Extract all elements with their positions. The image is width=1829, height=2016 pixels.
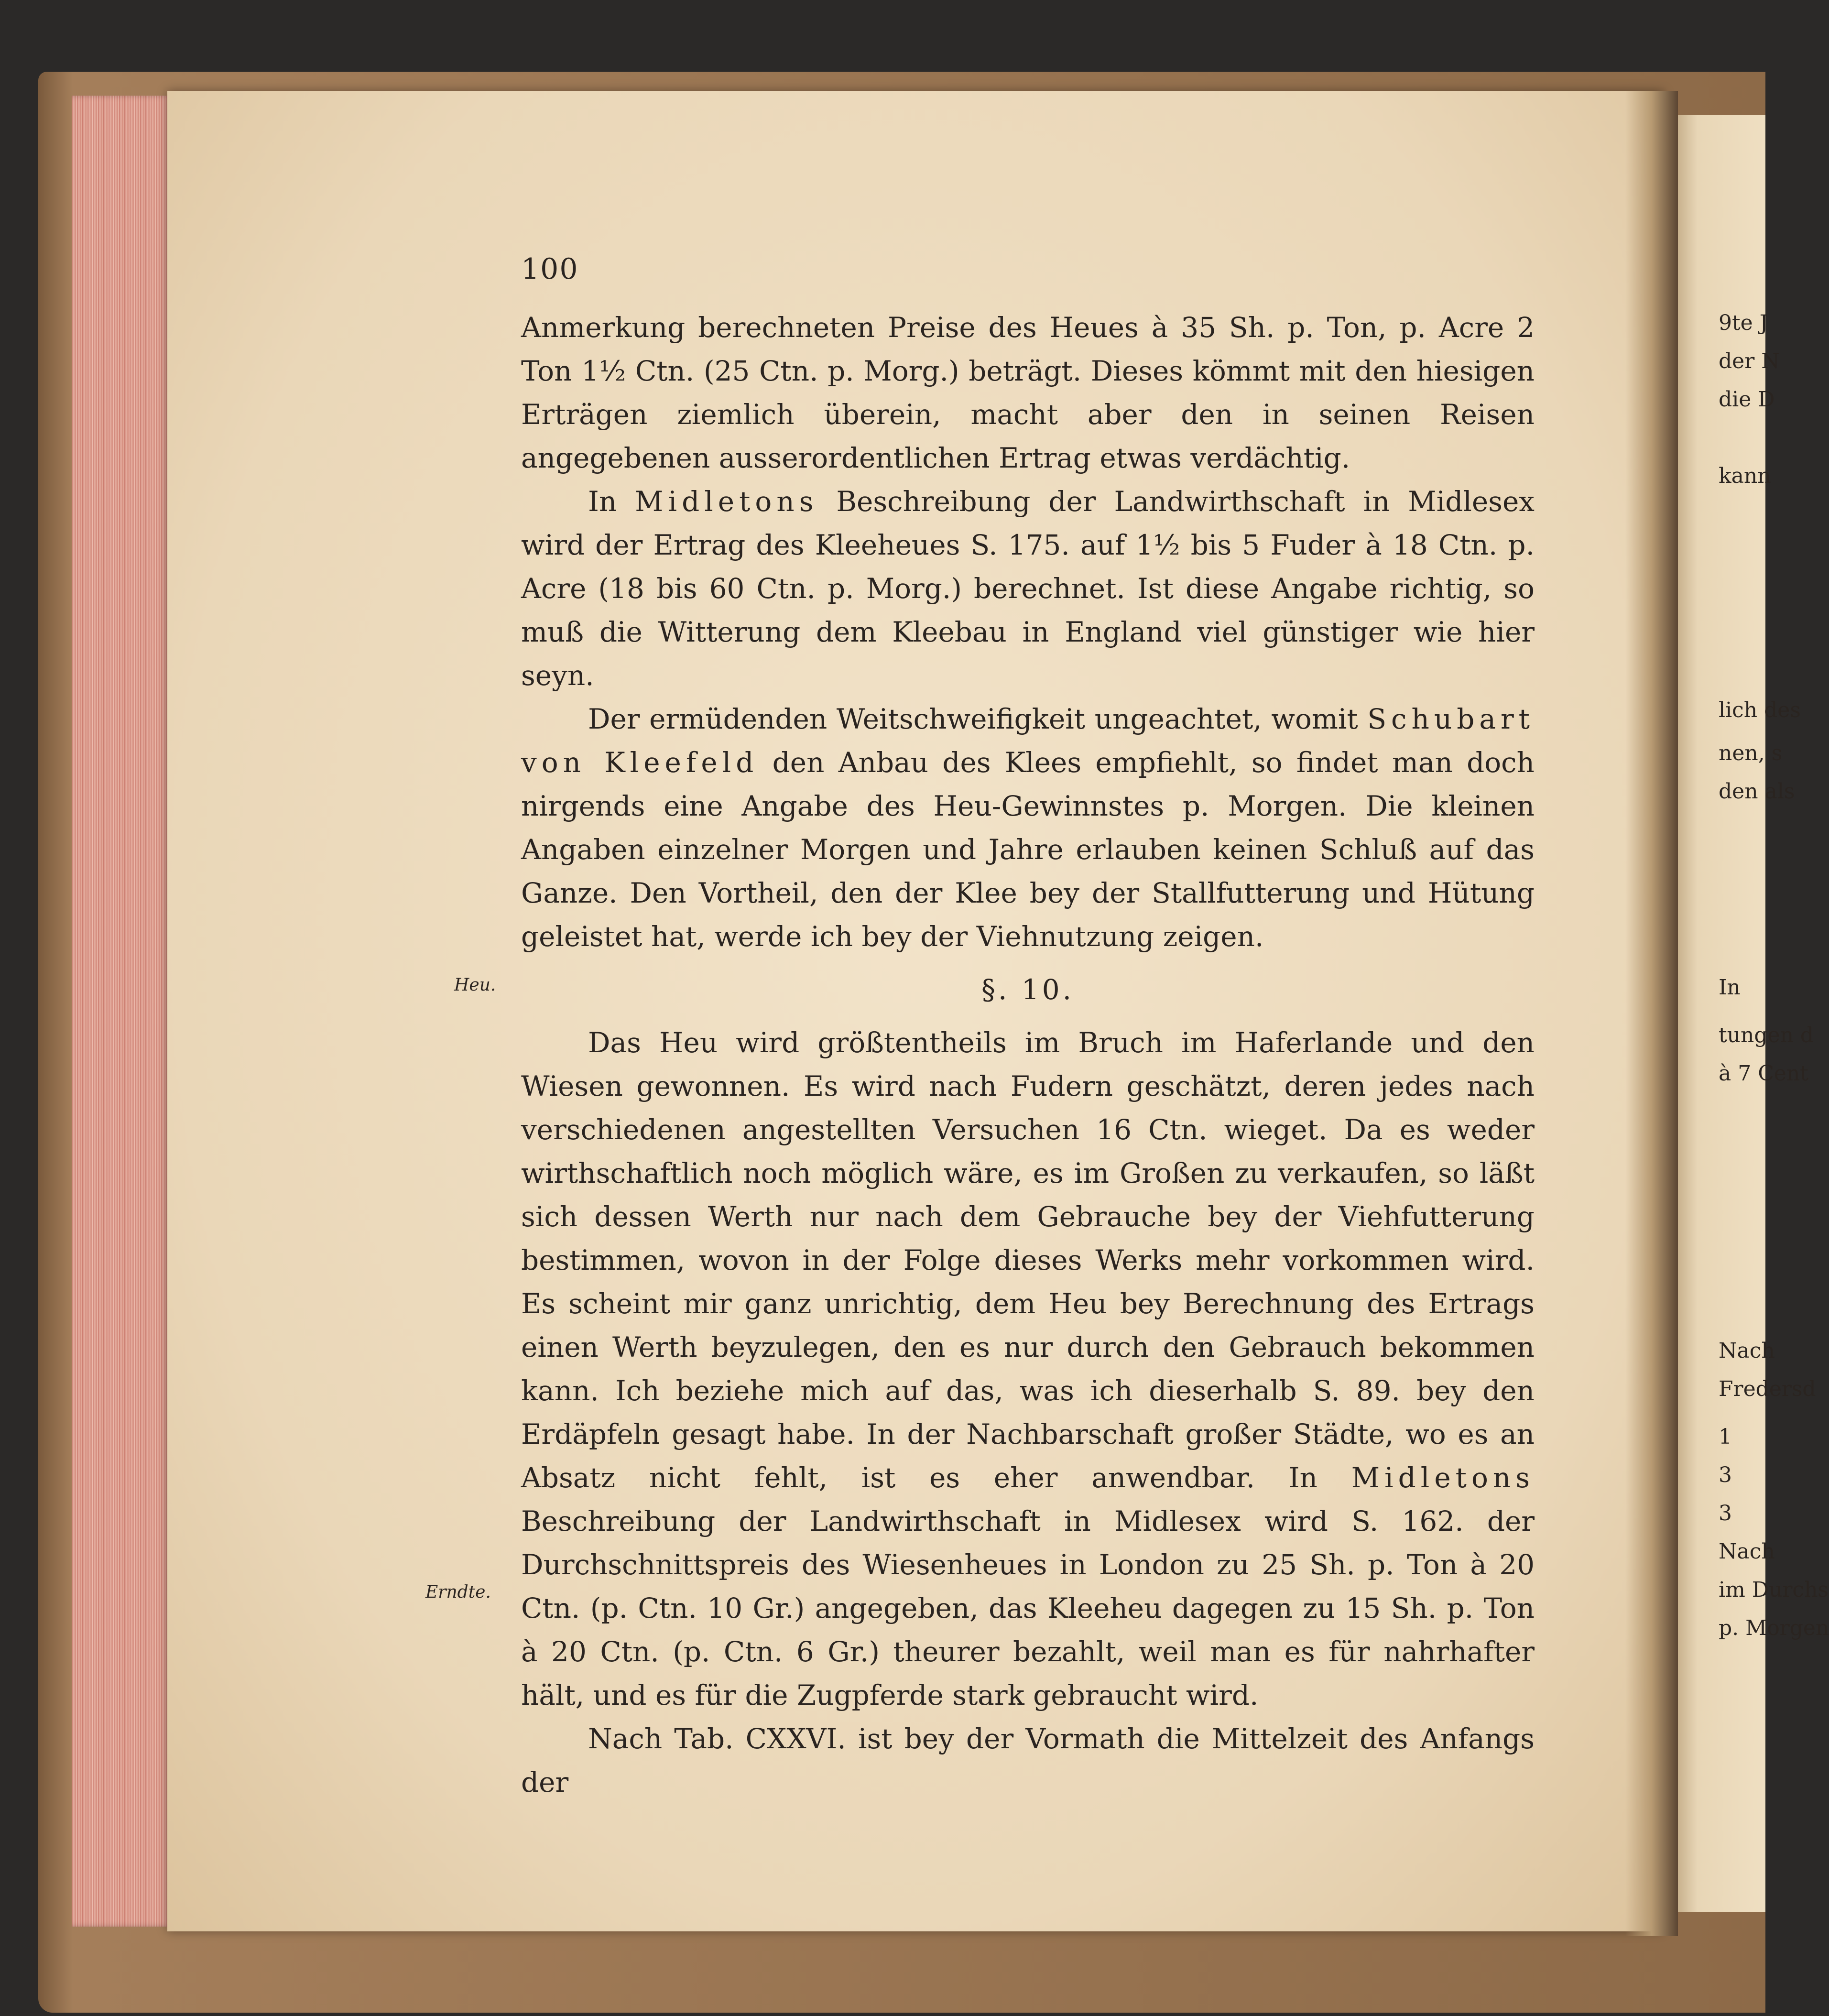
facing-page-fragment: 3: [1719, 1501, 1732, 1526]
facing-page-fragment: kann: [1719, 464, 1771, 488]
paragraph-5: Nach Tab. CXXVI. ist bey der Vormath die Mittelzeit des Anfangs der: [521, 1722, 1535, 1798]
facing-page-fragment: In: [1719, 975, 1741, 1000]
facing-page-fragment: der N: [1719, 349, 1780, 373]
margin-note-erndte: Erndte.: [425, 1582, 491, 1602]
page-edges: [72, 96, 172, 1927]
facing-page-fragment: nen, s: [1719, 741, 1783, 765]
facing-page-fragment: 1: [1719, 1425, 1732, 1449]
body-text: [521, 306, 1535, 1804]
facing-page-fragment: à 7 Cent: [1719, 1061, 1808, 1086]
facing-page-fragment: p. Morgen: [1719, 1616, 1829, 1640]
paragraph-4: [521, 1021, 1535, 1717]
paragraph-2: [521, 480, 1535, 697]
paragraph-2-rest: Beschreibung der Landwirthschaft in Midlesex wird der Ertrag des Kleeheues S. 175. auf 1½ bis 5 Fuder à 18 Ctn. p. Acre (18 bis 60 Ctn. p. Morg.) berechnet. Ist diese Angabe richtig, so muß die Witterung dem Kleebau in England viel günstiger wie hier seyn.: [521, 485, 1535, 692]
paragraph-1: Anmerkung berechneten Preise des Heues à 35 Sh. p. Ton, p. Acre 2 Ton 1½ Ctn. (25 Ctn. p. Morg.) beträgt. Dieses kömmt mit den hiesigen Erträgen ziemlich überein, macht aber den in seinen Reisen angegebenen ausserordentlichen Ertrag etwas verdächtig.: [521, 311, 1535, 474]
facing-page-fragment: die D: [1719, 387, 1775, 412]
margin-note-heu: Heu.: [454, 975, 496, 995]
paragraph-3: [521, 697, 1535, 959]
facing-page-fragment: lich des: [1719, 698, 1801, 722]
section-heading: §. 10.: [981, 973, 1075, 1006]
author-name-schubart: Schubart von Kleefeld: [521, 703, 1535, 779]
facing-page-fragment: 3: [1719, 1463, 1732, 1487]
facing-page-fragment: tungen d: [1719, 1023, 1814, 1047]
paragraph-3-start: Der ermüdenden Weitschweifigkeit ungeachtet, womit: [588, 703, 1368, 735]
book-gutter: [1625, 91, 1678, 1936]
facing-page-fragment: Nach: [1719, 1539, 1775, 1564]
page-number: 100: [521, 252, 579, 286]
author-name-midletons: Midletons: [635, 485, 818, 518]
facing-page-fragment: Fredersd: [1719, 1377, 1816, 1401]
author-name-midletons-2: Midletons: [1351, 1461, 1535, 1494]
paragraph-4-start: Das Heu wird größtentheils im Bruch im Haferlande und den Wiesen gewonnen. Es wird nach Fudern geschätzt, deren jedes nach verschiedenen angestellten Versuchen 16 Ctn. wieget. Da es weder wirthschaftlich noch möglich wäre, es im Großen zu verkaufen, so läßt sich dessen Werth nur nach dem Gebrauche bey der Viehfutterung bestimmen, wovon in der Folge dieses Werks mehr vorkommen wird. Es scheint mir ganz unrichtig, dem Heu bey Berechnung des Ertrags einen Werth beyzulegen, den es nur durch den Gebrauch bekommen kann. Ich beziehe mich auf das, was ich dieserhalb S. 89. bey den Erdäpfeln gesagt habe. In der Nachbarschaft großer Städte, wo es an Absatz nicht fehlt, ist es eher anwendbar. In: [521, 1026, 1535, 1494]
paragraph-2-start: In: [588, 485, 635, 518]
paragraph-4-rest: Beschreibung der Landwirthschaft in Midlesex wird S. 162. der Durchschnittspreis des Wiesenheues in London zu 25 Sh. p. Ton à 20 Ctn. (p. Ctn. 10 Gr.) angegeben, das Kleeheu dagegen zu 15 Sh. p. Ton à 20 Ctn. (p. Ctn. 6 Gr.) theurer bezahlt, weil man es für nahrhafter hält, und es für die Zugpferde stark gebraucht wird.: [521, 1505, 1535, 1711]
facing-page-fragment: 9te J: [1719, 311, 1768, 335]
paragraph-3-rest: den Anbau des Klees empfiehlt, so findet man doch nirgends eine Angabe des Heu-Gewinnstes p. Morgen. Die kleinen Angaben einzelner Morgen und Jahre erlauben keinen Schluß auf das Ganze. Den Vortheil, den der Klee bey der Stallfutterung und Hütung geleistet hat, werde ich bey der Viehnutzung zeigen.: [521, 746, 1535, 953]
facing-page-fragment: den als: [1719, 779, 1795, 804]
facing-page-fragment: im Durchs: [1719, 1578, 1829, 1602]
facing-page-fragment: Nach: [1719, 1339, 1775, 1363]
